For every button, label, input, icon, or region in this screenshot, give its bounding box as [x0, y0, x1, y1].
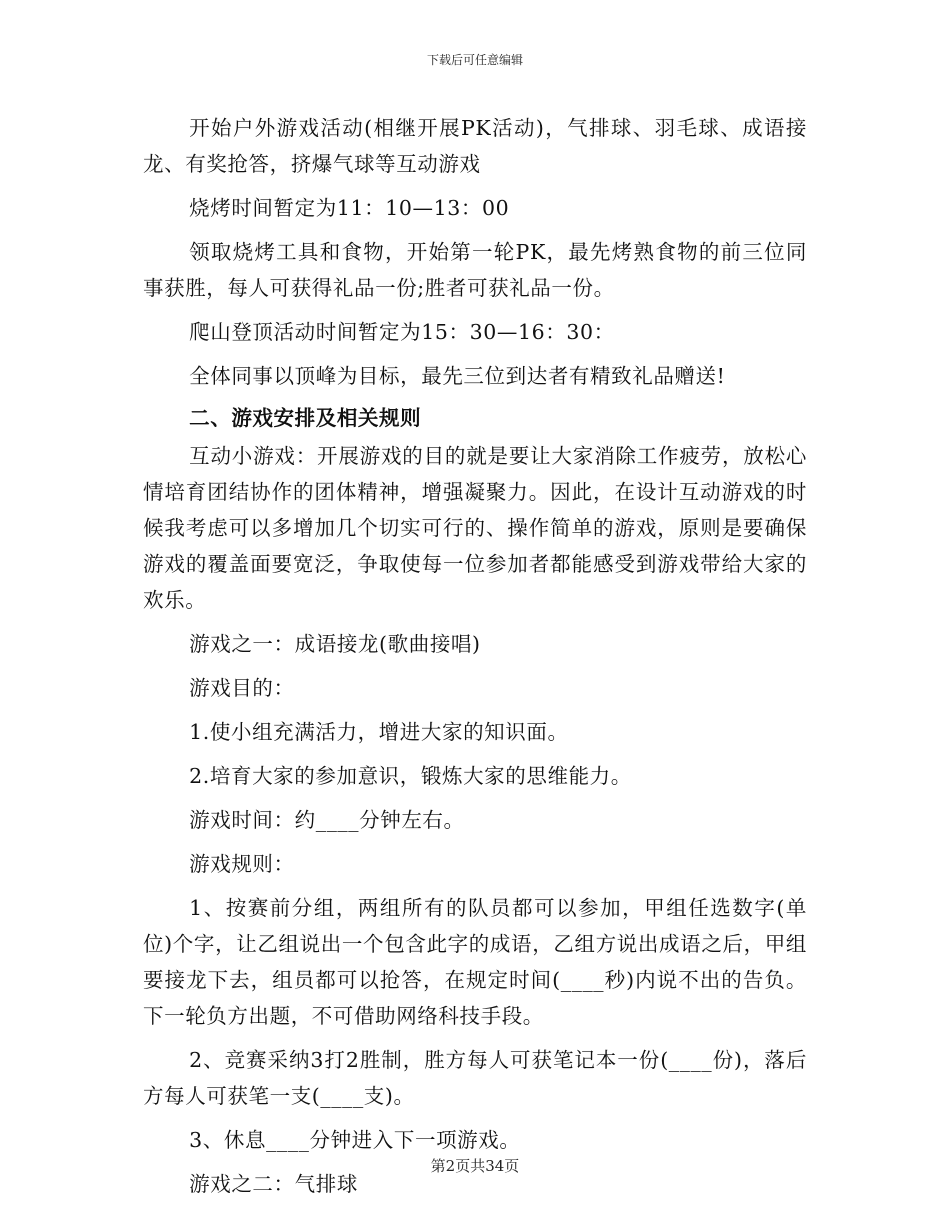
page-header: 下载后可任意编辑 — [426, 53, 523, 67]
paragraph-game-time: 游戏时间：约____分钟左右。 — [189, 808, 465, 832]
paragraph-hiking-time: 爬山登顶活动时间暂定为15：30—16：30： — [189, 320, 615, 344]
paragraph-bbq-time: 烧烤时间暂定为11：10—13：00 — [189, 196, 510, 220]
paragraph-bbq-pk: 领取烧烤工具和食物，开始第一轮PK，最先烤熟食物的前三位同事获胜，每人可获得礼品一份;胜者可获礼品一份。 — [143, 240, 807, 300]
paragraph-game-rules-label: 游戏规则： — [189, 852, 295, 876]
paragraph-rule-3: 3、休息____分钟进入下一项游戏。 — [189, 1128, 521, 1152]
paragraph-game-two-title: 游戏之二：气排球 — [189, 1172, 358, 1196]
paragraph-game-one-title: 游戏之一：成语接龙(歌曲接唱) — [189, 632, 481, 656]
section-heading-games: 二、游戏安排及相关规则 — [189, 406, 422, 430]
paragraph-hiking-goal: 全体同事以顶峰为目标，最先三位到达者有精致礼品赠送! — [189, 364, 726, 388]
paragraph-outdoor-games: 开始户外游戏活动(相继开展PK活动)，气排球、羽毛球、成语接龙、有奖抢答，挤爆气球等互动游戏 — [143, 116, 807, 176]
page-footer: 第2页共34页 — [430, 1157, 520, 1175]
document-body — [143, 110, 807, 1202]
paragraph-games-intro: 互动小游戏：开展游戏的目的就是要让大家消除工作疲劳，放松心情培育团结协作的团体精神，增强凝聚力。因此，在设计互动游戏的时候我考虑可以多增加几个切实可行的、操作简单的游戏，原则是要确保游戏的覆盖面要宽泛，争取使每一位参加者都能感受到游戏带给大家的欢乐。 — [143, 444, 807, 612]
paragraph-purpose-2: 2.培育大家的参加意识，锻炼大家的思维能力。 — [189, 764, 632, 788]
paragraph-game-purpose-label: 游戏目的： — [189, 676, 295, 700]
paragraph-purpose-1: 1.使小组充满活力，增进大家的知识面。 — [189, 720, 569, 744]
paragraph-rule-2: 2、竞赛采纳3打2胜制，胜方每人可获笔记本一份(____份)，落后方每人可获笔一支(____支)。 — [143, 1048, 807, 1108]
paragraph-rule-1: 1、按赛前分组，两组所有的队员都可以参加，甲组任选数字(单位)个字，让乙组说出一个包含此字的成语，乙组方说出成语之后，甲组要接龙下去，组员都可以抢答，在规定时间(____秒)内说不出的告负。下一轮负方出题，不可借助网络科技手段。 — [143, 896, 807, 1028]
